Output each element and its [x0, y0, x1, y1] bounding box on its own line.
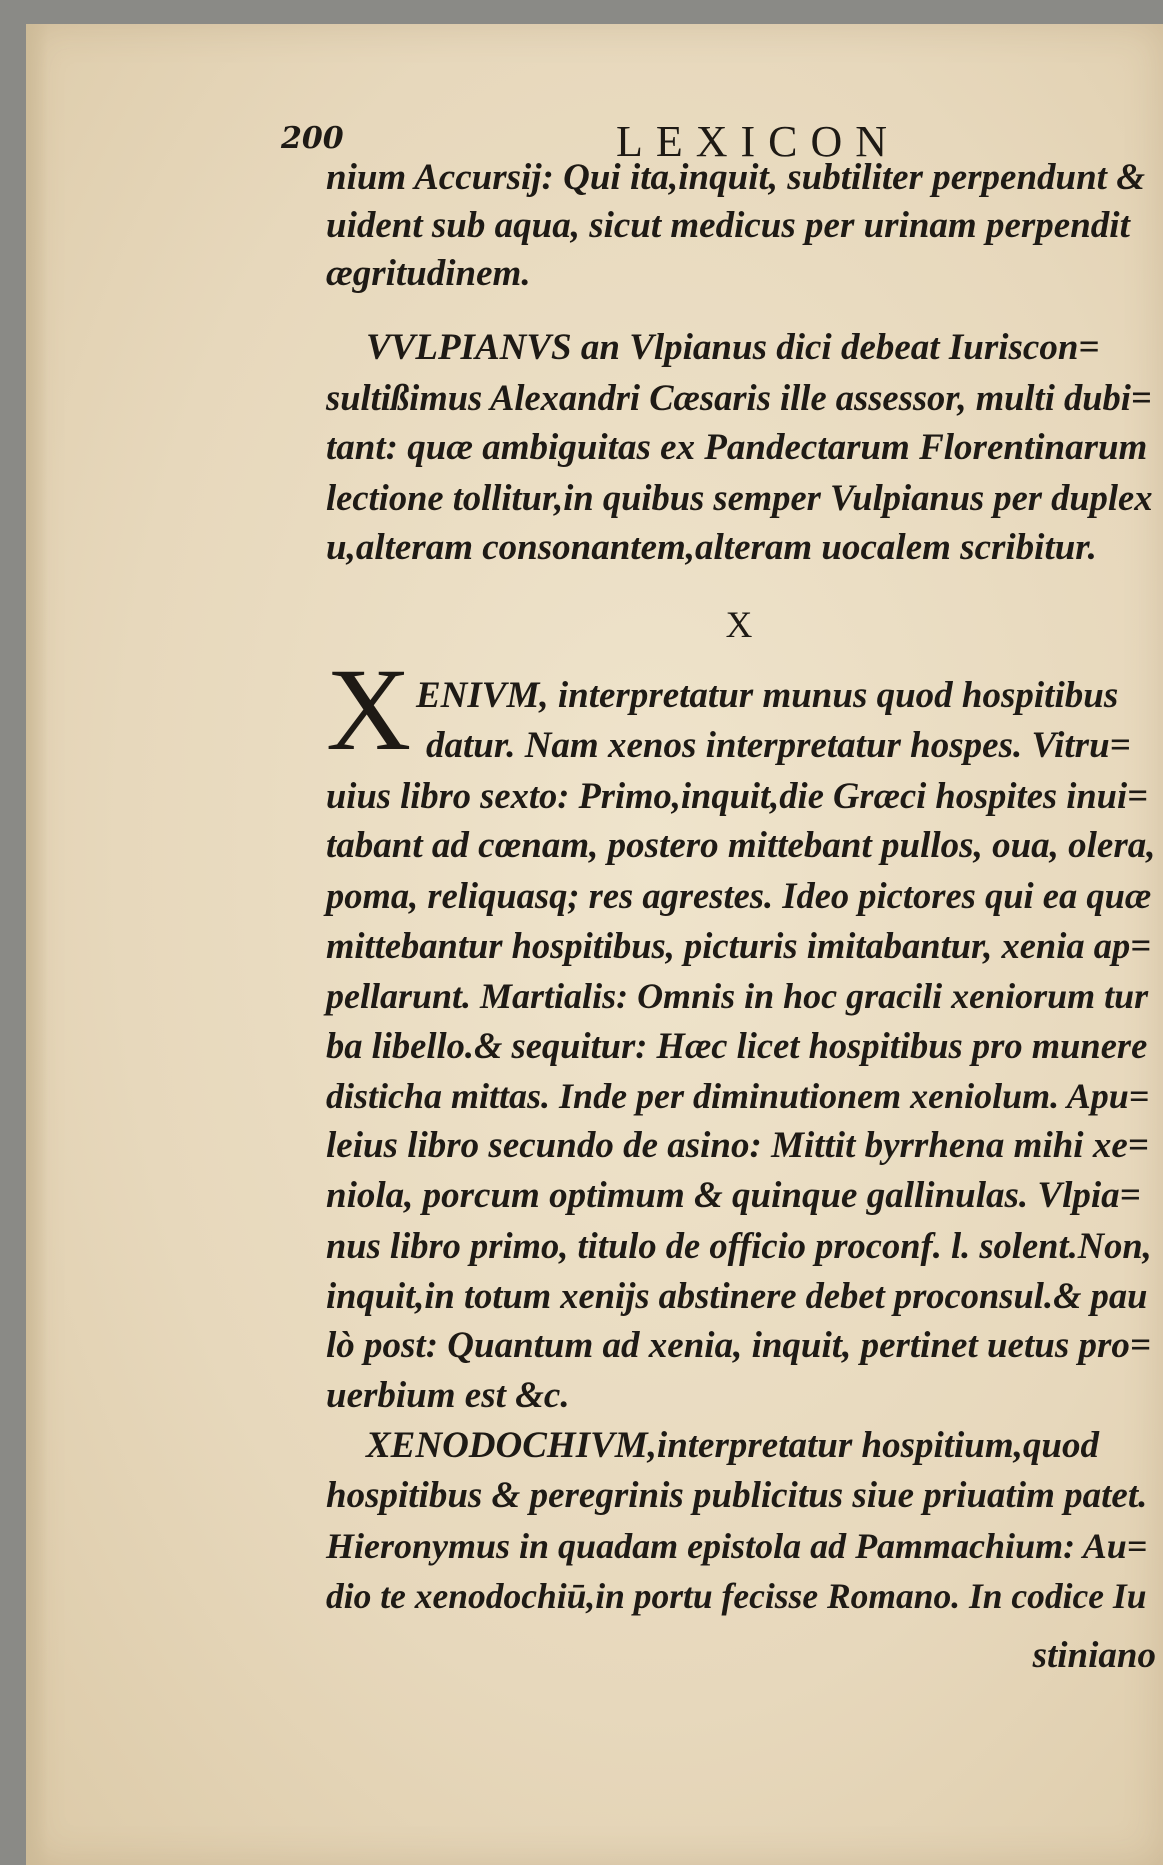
text-line: leius libro secundo de asino: Mittit byrrhena mihi xe= [326, 1125, 1149, 1166]
running-title: LEXICON [616, 117, 901, 166]
text-line: niola, porcum optimum & quinque gallinulas. Vlpia= [326, 1175, 1141, 1216]
text-line: dio te xenodochiū,in portu fecisse Romano. In codice Iu [326, 1576, 1147, 1616]
text-line: nium Accursij: Qui ita,inquit, subtiliter perpendunt & [326, 157, 1145, 198]
book-page [26, 24, 1163, 1865]
text-line: u,alteram consonantem,alteram uocalem scribitur. [326, 527, 1097, 568]
text-line: tant: quæ ambiguitas ex Pandectarum Florentinarum [326, 427, 1148, 468]
text-line: disticha mittas. Inde per diminutionem xeniolum. Apu= [326, 1076, 1150, 1116]
text-line: ægritudinem. [326, 253, 531, 294]
text-line: ba libello.& sequitur: Hæc licet hospitibus pro munere [326, 1025, 1148, 1066]
text-line: mittebantur hospitibus, picturis imitabantur, xenia ap= [326, 925, 1152, 966]
text-line: inquit,in totum xenijs abstinere debet proconsul.& pau [326, 1275, 1148, 1316]
text-line: lectione tollitur,in quibus semper Vulpianus per duplex [326, 477, 1153, 518]
text-line: tabant ad cœnam, postero mittebant pullos, oua, olera, [326, 825, 1156, 866]
text-line: XENODOCHIVM,interpretatur hospitium,quod [366, 1425, 1099, 1466]
text-line: ENIVM, interpretatur munus quod hospitibus [416, 675, 1119, 716]
catchword: stiniano [1032, 1635, 1156, 1676]
text-line: pellarunt. Martialis: Omnis in hoc gracili xeniorum tur [326, 976, 1149, 1016]
text-line: datur. Nam xenos interpretatur hospes. Vitru= [426, 725, 1131, 766]
text-line: hospitibus & peregrinis publicitus siue priuatim patet. [326, 1475, 1148, 1516]
text-line: sultißimus Alexandri Cæsaris ille assessor, multi dubi= [326, 377, 1152, 418]
text-line: uerbium est &c. [326, 1375, 570, 1416]
text-line: Hieronymus in quadam epistola ad Pammachium: Au= [326, 1526, 1148, 1566]
section-heading: X [725, 605, 757, 646]
text-line: VVLPIANVS an Vlpianus dici debeat Iuriscon= [366, 327, 1100, 368]
page-text [26, 24, 1163, 1865]
drop-cap: X [326, 644, 412, 775]
text-line: uius libro sexto: Primo,inquit,die Græci hospites inui= [326, 775, 1148, 816]
text-line: poma, reliquasq; res agrestes. Ideo pictores qui ea quæ [326, 875, 1152, 916]
page-number: 200 [281, 121, 344, 156]
text-line: lò post: Quantum ad xenia, inquit, pertinet uetus pro= [326, 1325, 1151, 1366]
text-line: nus libro primo, titulo de officio proconf. l. solent.Non, [326, 1225, 1152, 1266]
text-line: uident sub aqua, sicut medicus per urinam perpendit [326, 205, 1130, 246]
